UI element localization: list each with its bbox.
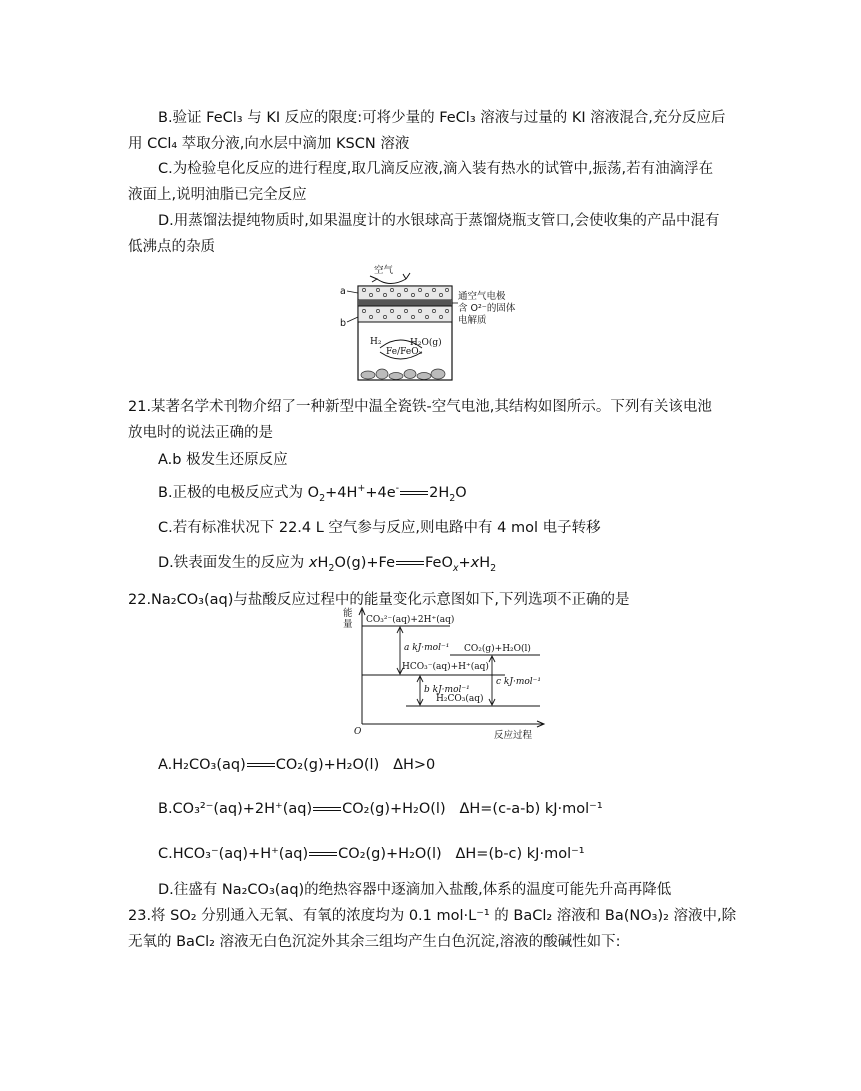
pebbles: [361, 369, 445, 380]
level-hco3-label: HCO₃⁻(aq)+H⁺(aq): [402, 662, 489, 672]
fig21-air-label: 空气: [374, 265, 394, 276]
level-co3-label: CO₃²⁻(aq)+2H⁺(aq): [366, 615, 455, 625]
fig21-h2o: H₂O(g): [410, 338, 442, 348]
electrode-b-layer: [358, 306, 452, 322]
q20-option-d-line1: D.用蒸馏法提纯物质时,如果温度计的水银球高于蒸馏烧瓶支管口,会使收集的产品中混有: [158, 213, 720, 229]
level-co2-label: CO₂(g)+H₂O(l): [464, 644, 531, 654]
fig21-label-solid: 含 O²⁻的固体: [458, 303, 516, 314]
q20-option-b-line1: B.验证 FeCl₃ 与 KI 反应的限度:可将少量的 FeCl₃ 溶液与过量的 KI 溶液混合,充分反应后: [158, 110, 726, 126]
q21-option-a: A.b 极发生还原反应: [158, 452, 288, 468]
battery-structure-diagram: [330, 262, 550, 382]
level-h2co3-label: H₂CO₃(aq): [436, 694, 484, 704]
fig21-h2: H₂: [370, 337, 382, 347]
q20-option-c-line1: C.为检验皂化反应的进行程度,取几滴反应液,滴入装有热水的试管中,振荡,若有油滴浮在: [158, 161, 714, 177]
electrolyte-layer: [358, 300, 452, 306]
origin-label: O: [354, 727, 362, 737]
q22-option-a: A.H₂CO₃(aq) CO₂(g)+H₂O(l) ΔH>0: [158, 757, 436, 773]
q22-stem: 22.Na₂CO₃(aq)与盐酸反应过程中的能量变化示意图如下,下列选项不正确的是: [128, 592, 630, 608]
arrow-b-label: b kJ·mol⁻¹: [424, 685, 470, 695]
energy-diagram: [340, 606, 550, 744]
arrow-c-label: c kJ·mol⁻¹: [496, 677, 542, 687]
q20-option-d-line2: 低沸点的杂质: [128, 239, 215, 255]
fig21-label-electrolyte: 电解质: [458, 315, 487, 326]
electrode-a-layer: [358, 286, 452, 300]
air-in-arrow: [370, 276, 377, 282]
q21-option-b: B.正极的电极反应式为 $O_2+4H^++4e^-$ $2H_2O$: [158, 483, 467, 504]
q20-option-b-line2: 用 CCl₄ 萃取分液,向水层中滴加 KSCN 溶液: [128, 136, 410, 152]
q22-option-d: D.往盛有 Na₂CO₃(aq)的绝热容器中逐滴加入盐酸,体系的温度可能先升高再降低: [158, 882, 672, 898]
fig21-label-air-electrode: 通空气电极: [458, 291, 506, 302]
x-axis-label: 反应过程: [494, 730, 533, 741]
arrow-a-label: a kJ·mol⁻¹: [404, 643, 450, 653]
y-axis-label-2: 量: [343, 619, 353, 630]
electrode-b-label: b: [340, 318, 347, 329]
fig21-fe: Fe/FeOₓ: [386, 347, 423, 357]
air-out-arrow: [403, 273, 410, 279]
q23-stem-line1: 23.将 SO₂ 分别通入无氧、有氧的浓度均为 0.1 mol·L⁻¹ 的 BaCl₂ 溶液和 Ba(NO₃)₂ 溶液中,除: [128, 908, 737, 924]
q22-option-c: C.HCO₃⁻(aq)+H⁺(aq) CO₂(g)+H₂O(l) ΔH=(b-c) kJ·mol⁻¹: [158, 846, 585, 862]
q21-option-c: C.若有标准状况下 22.4 L 空气参与反应,则电路中有 4 mol 电子转移: [158, 520, 601, 536]
q20-option-c-line2: 液面上,说明油脂已完全反应: [128, 187, 307, 203]
q21-option-d: D.铁表面发生的反应为 $xH_2O(g)+Fe$ $FeO_x+xH_2$: [158, 555, 497, 574]
electrode-a-label: a: [340, 286, 346, 297]
y-axis-label-1: 能: [343, 608, 353, 619]
q21-stem-line2: 放电时的说法正确的是: [128, 425, 273, 441]
q21-stem-line1: 21.某著名学术刊物介绍了一种新型中温全瓷铁-空气电池,其结构如图所示。下列有关该电池: [128, 399, 712, 415]
q23-stem-line2: 无氧的 BaCl₂ 溶液无白色沉淀外其余三组均产生白色沉淀,溶液的酸碱性如下:: [128, 934, 621, 950]
q22-option-b: B.CO₃²⁻(aq)+2H⁺(aq) CO₂(g)+H₂O(l) ΔH=(c-a-b) kJ·mol⁻¹: [158, 801, 603, 817]
